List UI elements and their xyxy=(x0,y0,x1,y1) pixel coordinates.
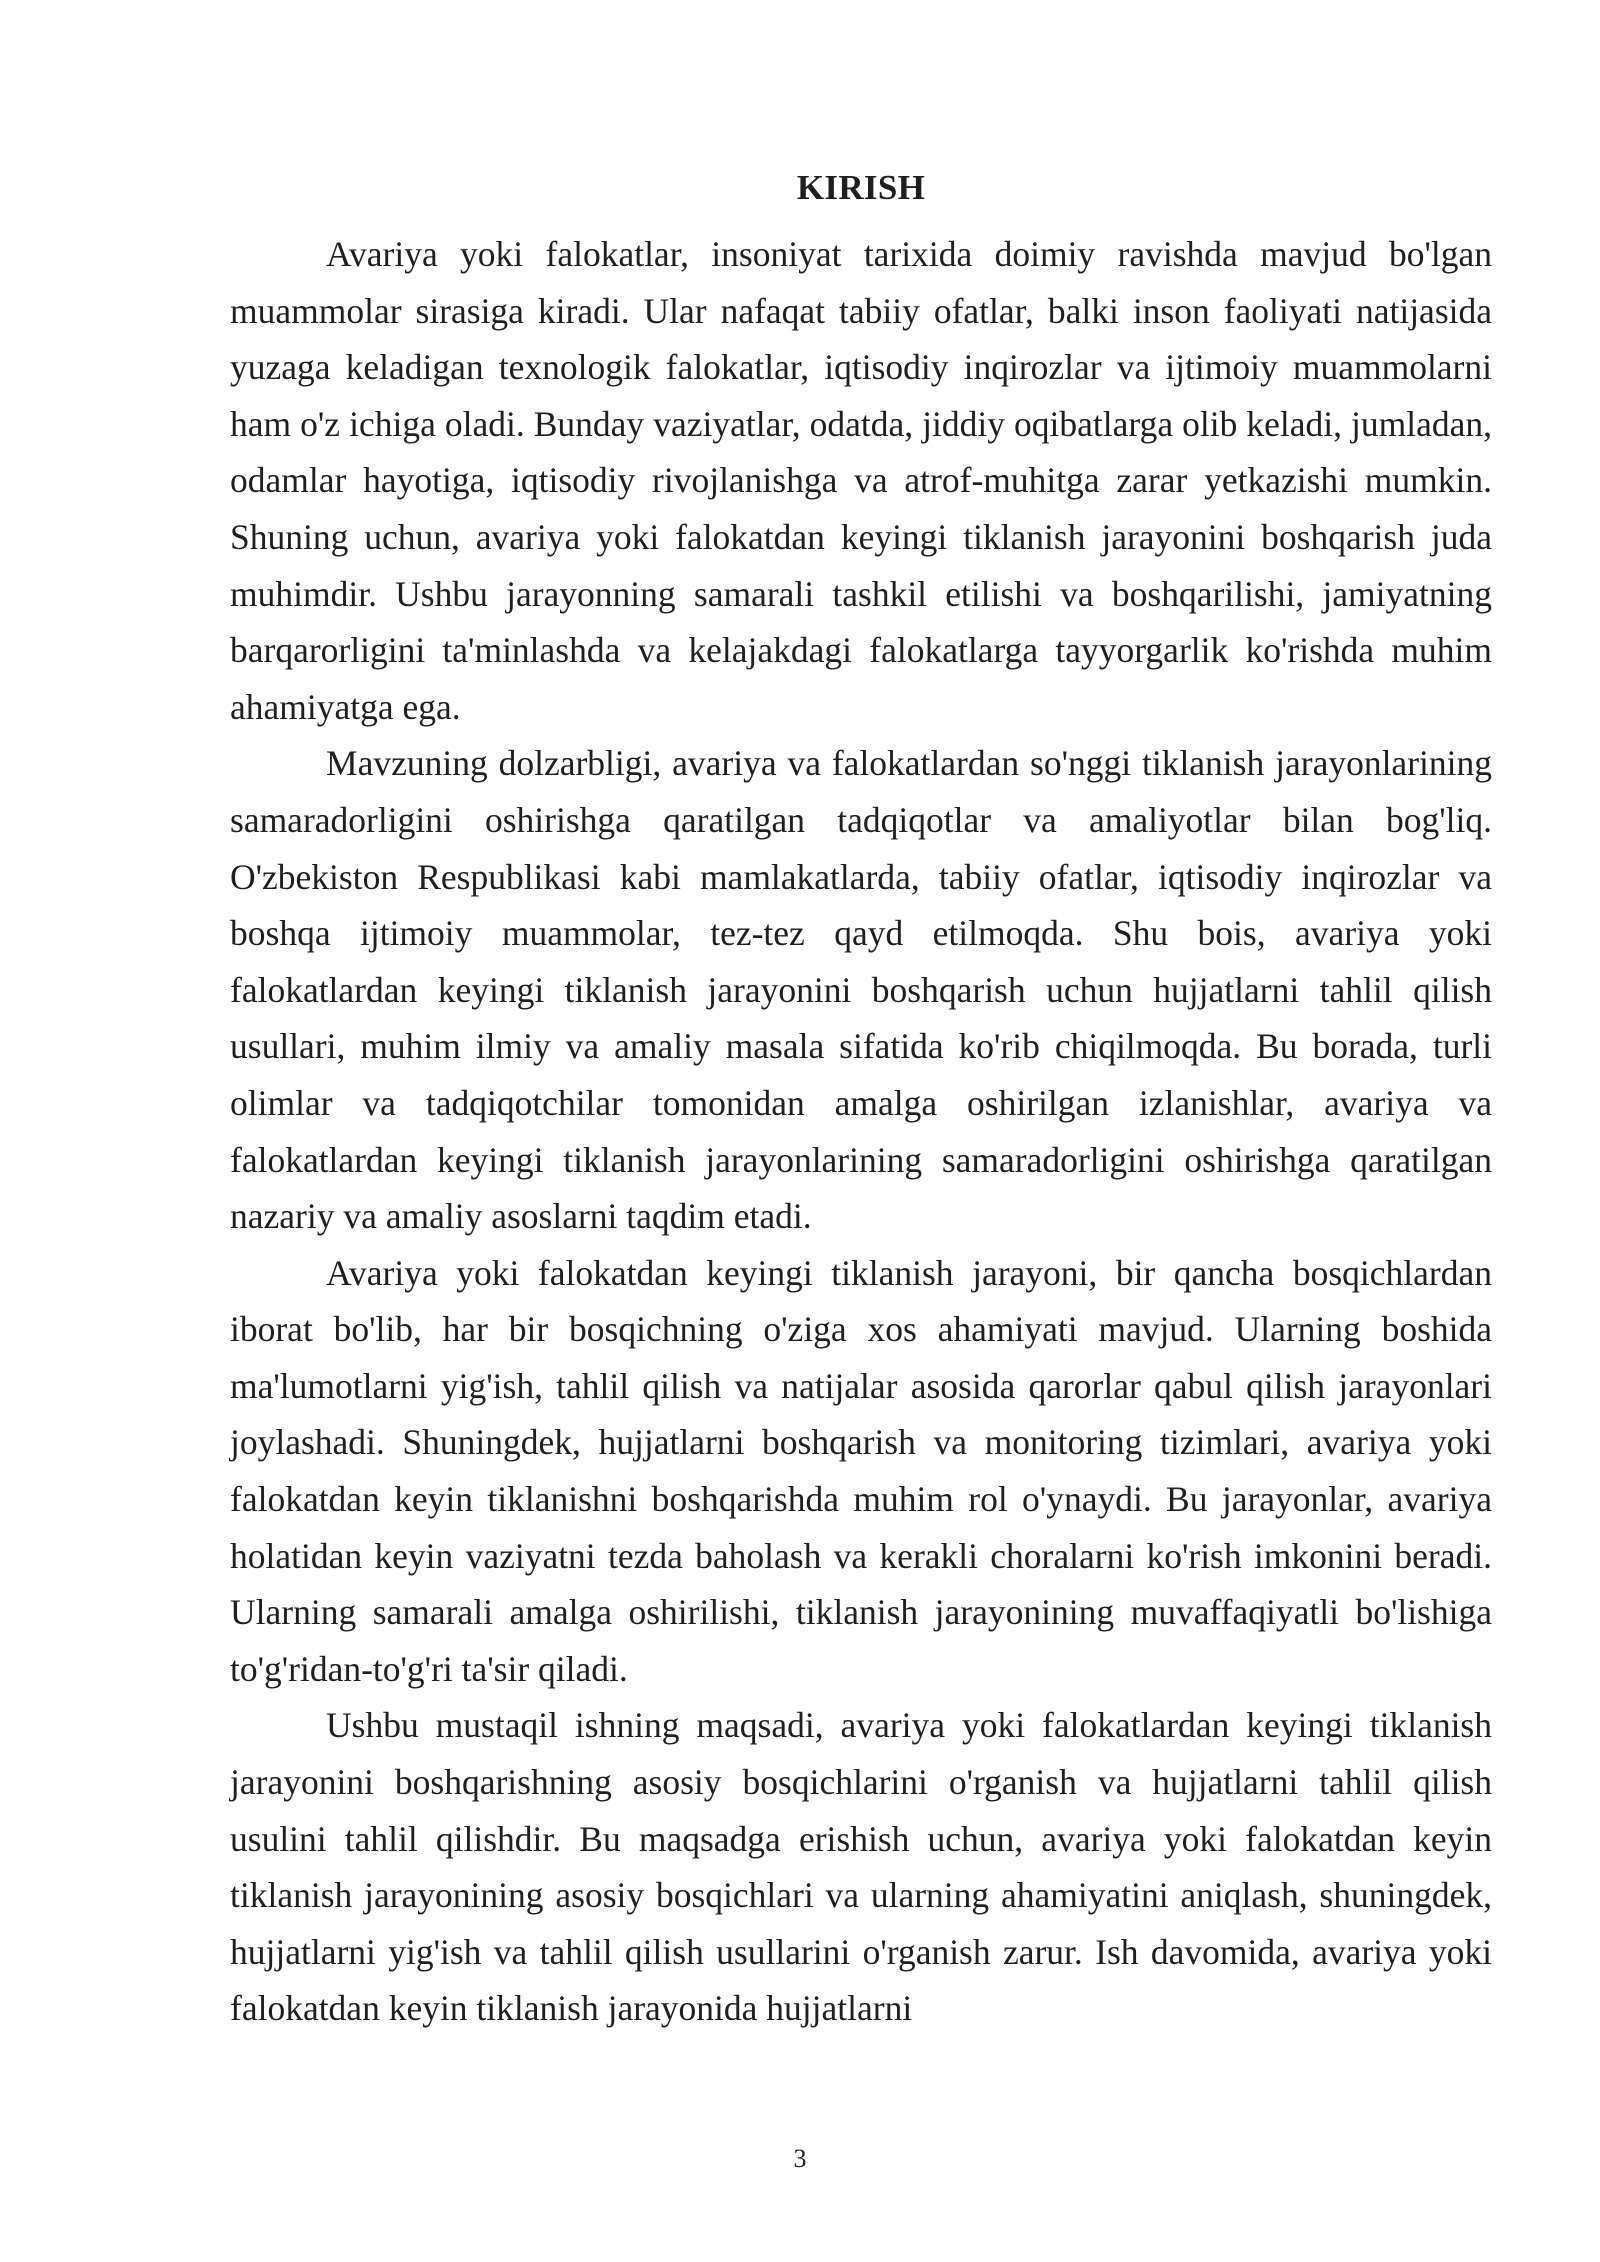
paragraph-objective: Ushbu mustaqil ishning maqsadi, avariya yoki falokatlardan keyingi tiklanish jarayonini boshqarishning asosiy bosqichlarini o'rganish va hujjatlarni tahlil qilish usulini tahlil qilishdir. Bu maqsadga erishish uchun, avariya yoki falokatdan keyin tiklanish jarayonining asosiy bosqichlari va ularning ahamiyatini aniqlash, shuningdek, hujjatlarni yig'ish va tahlil qilish usullarini o'rganish zarur. Ish davomida, avariya yoki falokatdan keyin tiklanish jarayonida hujjatlarni xyxy=(230,1705,1492,2029)
paragraph-relevance: Mavzuning dolzarbligi, avariya va falokatlardan so'nggi tiklanish jarayonlarining samaradorligini oshirishga qaratilgan tadqiqotlar va amaliyotlar bilan bog'liq. O'zbekiston Respublikasi kabi mamlakatlarda, tabiiy ofatlar, iqtisodiy inqirozlar va boshqa ijtimoiy muammolar, tez-tez qayd etilmoqda. Shu bois, avariya yoki falokatlardan keyingi tiklanish jarayonini boshqarish uchun hujjatlarni tahlil qilish usullari, muhim ilmiy va amaliy masala sifatida ko'rib chiqilmoqda. Bu borada, turli olimlar va tadqiqotchilar tomonidan amalga oshirilgan izlanishlar, avariya va falokatlardan keyingi tiklanish jarayonlarining samaradorligini oshirishga qaratilgan nazariy va amaliy asoslarni taqdim etadi. xyxy=(230,743,1492,1237)
paragraph-recovery-stages: Avariya yoki falokatdan keyingi tiklanish jarayoni, bir qancha bosqichlardan iborat bo'lib, har bir bosqichning o'ziga xos ahamiyati mavjud. Ularning boshida ma'lumotlarni yig'ish, tahlil qilish va natijalar asosida qarorlar qabul qilish jarayonlari joylashadi. Shuningdek, hujjatlarni boshqarish va monitoring tizimlari, avariya yoki falokatdan keyin tiklanishni boshqarishda muhim rol o'ynaydi. Bu jarayonlar, avariya holatidan keyin vaziyatni tezda baholash va kerakli choralarni ko'rish imkonini beradi. Ularning samarali amalga oshirilishi, tiklanish jarayonining muvaffaqiyatli bo'lishiga to'g'ridan-to'g'ri ta'sir qiladi. xyxy=(230,1252,1492,1689)
page-content xyxy=(230,160,1492,2037)
page-number: 3 xyxy=(793,2144,807,2173)
paragraph-intro: Avariya yoki falokatlar, insoniyat tarixida doimiy ravishda mavjud bo'lgan muammolar sirasiga kiradi. Ular nafaqat tabiiy ofatlar, balki inson faoliyati natijasida yuzaga keladigan texnologik falokatlar, iqtisodiy inqirozlar va ijtimoiy muammolarni ham o'z ichiga oladi. Bunday vaziyatlar, odatda, jiddiy oqibatlarga olib keladi, jumladan, odamlar hayotiga, iqtisodiy rivojlanishga va atrof-muhitga zarar yetkazishi mumkin. Shuning uchun, avariya yoki falokatdan keyingi tiklanish jarayonini boshqarish juda muhimdir. Ushbu jarayonning samarali tashkil etilishi va boshqarilishi, jamiyatning barqarorligini ta'minlashda va kelajakdagi falokatlarga tayyorgarlik ko'rishda muhim ahamiyatga ega. xyxy=(230,234,1492,727)
page-title: KIRISH xyxy=(796,168,926,207)
